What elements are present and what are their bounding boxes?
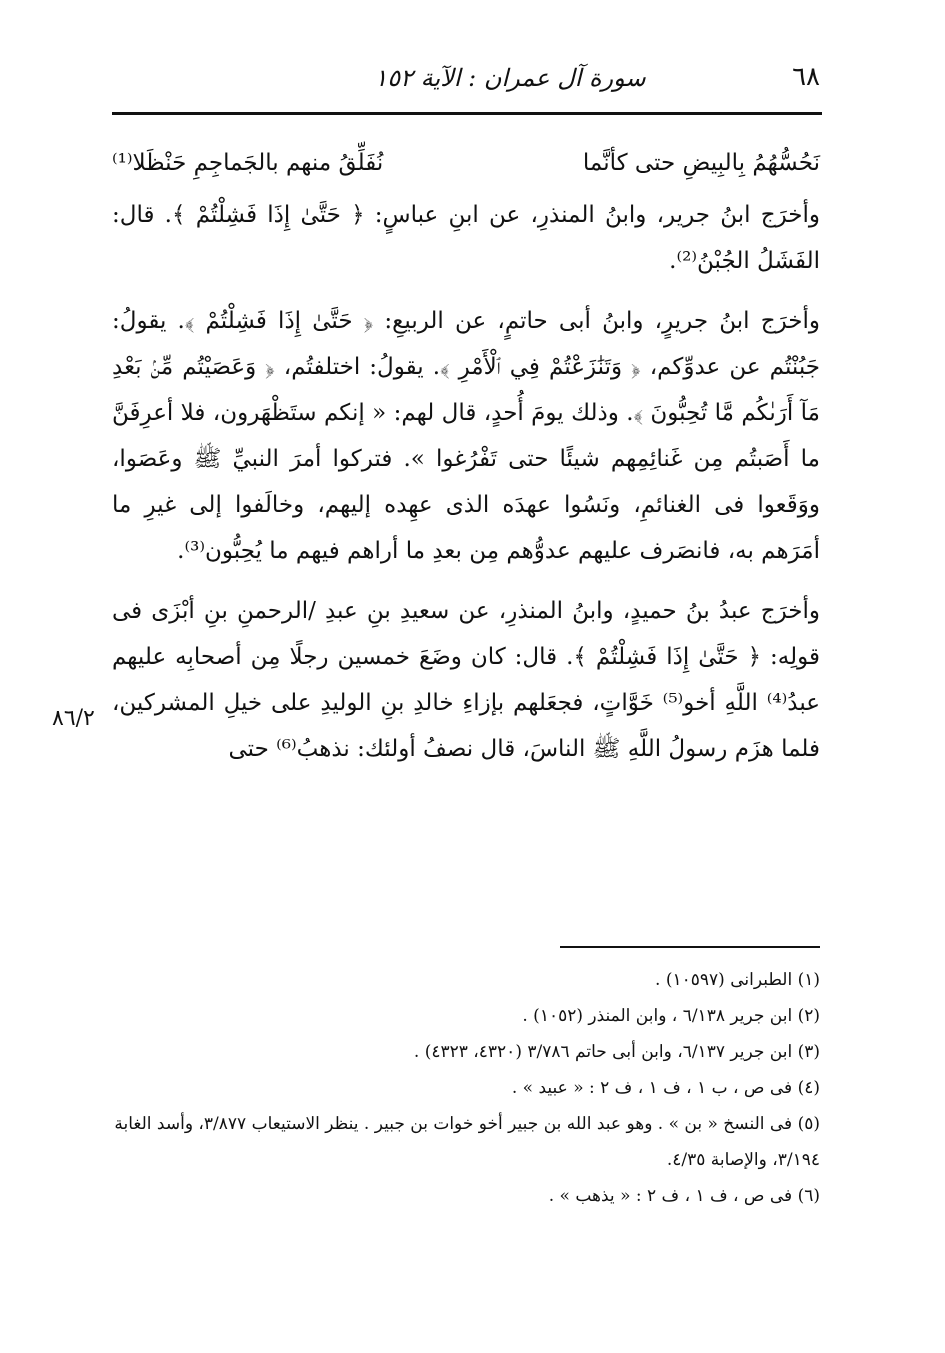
footnote: (٣) ابن جرير ٦/١٣٧، وابن أبى حاتم ٣/٧٨٦ (٤٣٢٠، ٤٣٢٣) . [413,1042,820,1062]
footnote-rule [560,946,820,948]
running-head [110,58,830,102]
paragraph-2: وأخرَج ابنُ جريرٍ، وابنُ أبى حاتمٍ، عن الربيعِ: ﴿ حَتَّىٰ إِذَا فَشِلْتُمْ ﴾. يقولُ: جَبُنْتُم عن عدوِّكم، ﴿ وَتَنَٰزَعْتُمْ فِي ٱلْأَمْرِ ﴾. يقولُ: اختلفتُم، ﴿ وَعَصَيْتُم مِّنۢ بَعْدِ مَآ أَرَىٰكُم مَّا تُحِبُّونَ ﴾. وذلك يومَ أُحدٍ، قال لهم: « إنكم ستَظْهَرون، فلا أعرِفَنَّ ما أَصَبتُم مِن غَنائِمِهم شيئًا حتى تَفْرُغوا ». فتركوا أمرَ النبيِّ ﷺ وعَصَوا، ووَقَعوا فى الغنائمِ، ونَسُوا عهدَه الذى عهِده إليهم، وخالَفوا إلى غيرِ ما أمَرَهم به، فانصَرف عليهم عدوُّهم مِن بعدِ ما أراهم فيهم ما يُحِبُّون⁽³⁾. [112,308,820,564]
footnotes [112,962,820,1214]
main-text [112,140,820,786]
poetry-verse [112,140,820,186]
paragraph-1: وأخرَج ابنُ جرير، وابنُ المنذرِ، عن ابنِ عباسٍ: ﴿ حَتَّىٰ إِذَا فَشِلْتُمْ ﴾. قال: الفَشَلُ الجُبْنُ⁽²⁾. [112,202,820,274]
running-head-title: سورة آل عمران : الآية ١٥٢ [374,64,646,92]
margin-reference: ٨٦/٢ [52,706,95,731]
footnote: (٦) فى ص ، ف ١ ، ف ٢ : « يذهب » . [548,1186,820,1206]
verse-first-hemistich: نَحُسُّهُمُ بِالبِيضِ حتى كأنَّما [582,150,820,176]
footnote: (٢) ابن جرير ٦/١٣٨ ، وابن المنذر (١٠٥٢) . [522,1006,820,1026]
footnote: (٤) فى ص ، ب ١ ، ف ١ ، ف ٢ : « عبيد » . [511,1078,820,1098]
page-number: ٦٨ [792,62,820,92]
footnote: (١) الطبرانى (١٠٥٩٧) . [655,970,820,990]
header-rule [112,112,822,115]
paragraph-3: وأخرَج عبدُ بنُ حميدٍ، وابنُ المنذرِ، عن سعيدِ بنِ عبدِ /الرحمنِ بنِ أبْزَى فى قولِه: ﴿ حَتَّىٰ إِذَا فَشِلْتُمْ ﴾. قال: كان وضَعَ خمسين رجلًا مِن أصحابِه عليهم عبدُ⁽⁴⁾ اللَّهِ أخو⁽⁵⁾ خَوَّاتٍ، فجعَلهم بإزاءِ خالدِ بنِ الوليدِ على خيلِ المشركين، فلما هزَم رسولُ اللَّهِ ﷺ الناسَ، قال نصفُ أولئك: نذهبُ⁽⁶⁾ حتى [112,598,820,762]
footnote: (٥) فى النسخ « بن » . وهو عبد الله بن جبير أخو خوات بن جبير . ينظر الاستيعاب ٣/٨٧٧، وأسد الغابة ٣/١٩٤، والإصابة ٤/٣٥. [114,1114,820,1170]
verse-second-hemistich: نُفَلِّقُ منهم بالجَماجِمِ حَنْظَلا⁽¹⁾ [112,150,384,176]
